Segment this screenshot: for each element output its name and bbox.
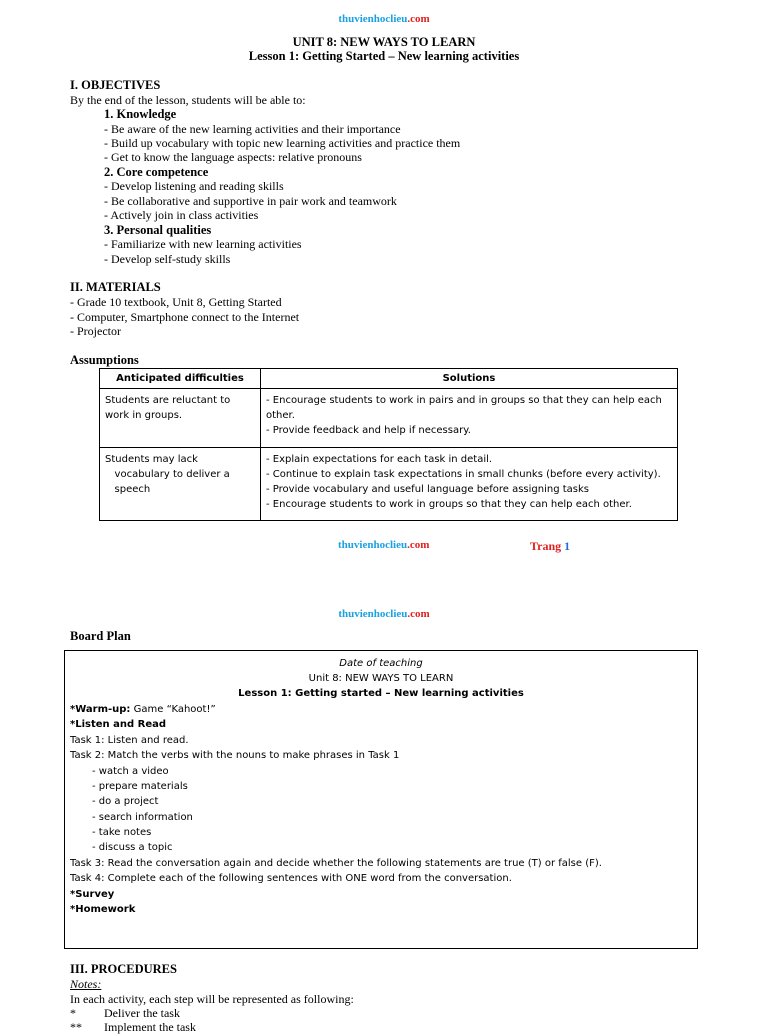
task-line: Task 2: Match the verbs with the nouns to make phrases in Task 1 [70,750,400,761]
header-brand [0,13,768,25]
phrase-item: - discuss a topic [92,842,173,853]
table-header-row [100,369,678,389]
brand-suffix: .com [407,13,430,25]
solutions-cell [261,448,678,521]
difficulty-cell [100,389,261,448]
material-item: - Grade 10 textbook, Unit 8, Getting Started [70,295,282,309]
cell-line: work in groups. [105,410,183,421]
table-row [100,389,678,448]
homework-label: *Homework [70,904,136,915]
knowledge-item: - Be aware of the new learning activities and their importance [104,122,401,136]
phrase-item: - take notes [92,827,152,838]
lesson-title: Lesson 1: Getting Started – New learning activities [248,49,520,63]
warmup-text: Game “Kahoot!” [130,704,216,715]
cell-line: other. [266,410,295,421]
cell-line: - Provide feedback and help if necessary. [266,425,471,436]
listen-read-label: *Listen and Read [70,719,167,730]
difficulty-cell [100,448,261,521]
brand-name: thuvienhoclieu [338,608,408,620]
competence-item: - Actively join in class activities [104,208,259,222]
footer-brand [338,539,429,551]
step-text: Deliver the task [104,1006,180,1020]
cell-line: vocabulary to deliver a [105,469,230,480]
objectives-intro: By the end of the lesson, students will be able to: [70,93,306,107]
phrase-item: - search information [92,812,193,823]
assumptions-heading: Assumptions [70,353,139,367]
competence-item: - Be collaborative and supportive in pair work and teamwork [104,194,397,208]
phrase-item: - do a project [92,796,159,807]
cell-line: - Encourage students to work in groups so that they can help each other. [266,499,632,510]
cell-line: Students are reluctant to [105,395,231,406]
cell-line: - Explain expectations for each task in detail. [266,454,493,465]
materials-heading: II. MATERIALS [70,280,161,294]
quality-item: - Develop self-study skills [104,252,231,266]
column-header: Solutions [261,369,678,389]
procedures-heading: III. PROCEDURES [70,962,177,976]
board-plan-box [64,650,698,949]
table-row [100,448,678,521]
board-unit-title: Unit 8: NEW WAYS TO LEARN [308,673,454,684]
knowledge-title: 1. Knowledge [104,107,177,121]
board-lesson-title: Lesson 1: Getting started – New learning activities [238,688,524,699]
step-text: Implement the task [104,1020,196,1034]
brand-suffix: .com [407,539,430,551]
board-plan-heading: Board Plan [70,629,131,643]
competence-item: - Develop listening and reading skills [104,179,284,193]
brand-name: thuvienhoclieu [338,539,408,551]
personal-qualities-title: 3. Personal qualities [104,223,212,237]
cell-line: - Continue to explain task expectations in small chunks (before every activity). [266,469,661,480]
page-label: Trang [530,539,565,553]
procedures-intro: In each activity, each step will be represented as following: [70,992,354,1006]
solutions-cell [261,389,678,448]
material-item: - Computer, Smartphone connect to the Internet [70,310,300,324]
unit-title: UNIT 8: NEW WAYS TO LEARN [292,35,476,49]
cell-line: - Encourage students to work in pairs and in groups so that they can help each [266,395,662,406]
material-item: - Projector [70,324,121,338]
cell-line: Students may lack [105,454,198,465]
phrase-item: - watch a video [92,766,169,777]
objectives-heading: I. OBJECTIVES [70,78,161,92]
header-brand [0,608,768,620]
warmup-label: *Warm-up: [70,704,131,715]
task-line: Task 4: Complete each of the following sentences with ONE word from the conversation. [70,873,512,884]
brand-name: thuvienhoclieu [338,13,408,25]
cell-line: speech [105,484,151,495]
survey-label: *Survey [70,889,115,900]
assumptions-table [99,368,678,521]
task-line: Task 1: Listen and read. [70,735,189,746]
knowledge-item: - Build up vocabulary with topic new learning activities and practice them [104,136,461,150]
warmup-line [70,702,216,717]
brand-suffix: .com [407,608,430,620]
page-number-label [530,539,570,554]
step-marker: * [70,1006,76,1020]
step-marker: ** [70,1020,82,1034]
column-header: Anticipated difficulties [100,369,261,389]
cell-line: - Provide vocabulary and useful language before assigning tasks [266,484,590,495]
page-number: 1 [564,539,571,553]
date-of-teaching: Date of teaching [339,658,423,669]
knowledge-item: - Get to know the language aspects: relative pronouns [104,150,362,164]
phrase-item: - prepare materials [92,781,188,792]
notes-label: Notes: [70,977,102,991]
task-line: Task 3: Read the conversation again and decide whether the following statements are true (T) or false (F). [70,858,602,869]
quality-item: - Familiarize with new learning activities [104,237,302,251]
core-competence-title: 2. Core competence [104,165,209,179]
